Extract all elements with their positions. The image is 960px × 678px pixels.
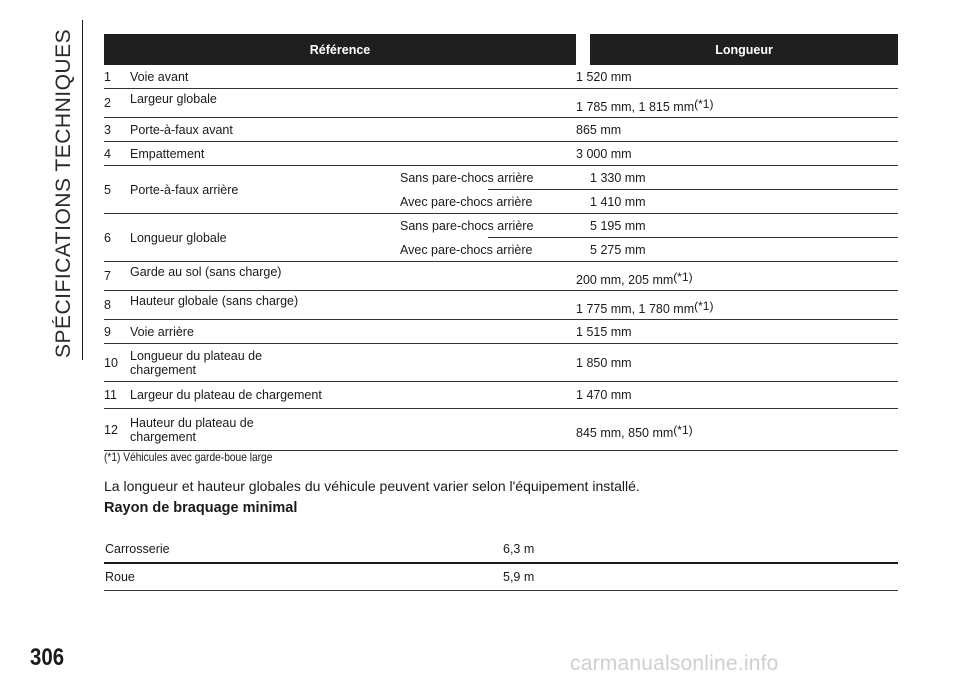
row-sub-label: Avec pare-chocs arrière (400, 190, 502, 214)
row-number: 7 (104, 262, 130, 291)
row-label-text: Longueur du plateau de chargement (130, 348, 263, 377)
row-value-text: 865 mm (576, 122, 622, 137)
row-label: Voie avant (130, 65, 576, 89)
row-label (130, 409, 576, 451)
row-value (576, 382, 898, 409)
row-value (576, 262, 898, 291)
row-value-text: 1 515 mm (576, 324, 632, 339)
row-value (576, 320, 898, 344)
row-label: Largeur globale (130, 89, 576, 118)
row-value-text: 1 785 mm, 1 815 mm (576, 100, 695, 114)
table-row (104, 536, 898, 563)
row-label: Voie arrière (130, 320, 576, 344)
row-number: 6 (104, 214, 130, 262)
row-value (576, 118, 898, 142)
table-row (104, 409, 898, 451)
row-label: Garde au sol (sans charge) (130, 262, 576, 291)
table-row (104, 344, 898, 382)
radius-value: 5,9 m (502, 563, 898, 591)
radius-label: Carrosserie (104, 536, 502, 563)
row-sub-label: Sans pare-chocs arrière (400, 214, 502, 238)
row-value-text: 3 000 mm (576, 146, 632, 161)
row-value-text: 200 mm, 205 mm (576, 273, 674, 287)
table-row (104, 563, 898, 591)
table-row (104, 166, 898, 190)
row-value: 5 195 mm (590, 214, 898, 238)
table-header-row (104, 34, 898, 65)
row-label: Empattement (130, 142, 576, 166)
row-label (130, 344, 576, 382)
header-gap (576, 34, 590, 65)
turning-radius-table (104, 536, 898, 591)
page-number: 306 (30, 644, 65, 671)
table-row (104, 291, 898, 320)
watermark: carmanualsonline.info (570, 652, 779, 675)
row-number: 8 (104, 291, 130, 320)
row-value-text: 1 520 mm (576, 69, 632, 84)
row-value-text: 1 775 mm, 1 780 mm (576, 302, 695, 316)
section-divider (82, 20, 83, 360)
table-row (104, 320, 898, 344)
table-row (104, 214, 898, 238)
row-number: 3 (104, 118, 130, 142)
footnote-mark: (*1) (694, 299, 714, 313)
row-label: Hauteur globale (sans charge) (130, 291, 576, 320)
header-reference: Référence (104, 34, 576, 65)
footnote-mark: (*1) (673, 270, 693, 284)
row-number: 1 (104, 65, 130, 89)
row-number: 12 (104, 409, 130, 451)
radius-value: 6,3 m (502, 536, 898, 563)
table-row (104, 382, 898, 409)
row-value (576, 89, 898, 118)
table-row (104, 65, 898, 89)
row-value (576, 142, 898, 166)
row-value-text: 845 mm, 850 mm (576, 426, 674, 440)
row-value-text: 1 470 mm (576, 388, 632, 402)
note-paragraph: La longueur et hauteur globales du véhicule peuvent varier selon l'équipement installé. (104, 478, 640, 494)
header-length: Longueur (590, 34, 898, 65)
row-number: 2 (104, 89, 130, 118)
row-label-text: Hauteur du plateau de chargement (130, 415, 254, 444)
radius-label: Roue (104, 563, 502, 591)
row-sub-label: Sans pare-chocs arrière (400, 166, 502, 190)
turning-radius-title: Rayon de braquage minimal (104, 500, 298, 516)
row-value-text: 1 850 mm (576, 355, 632, 370)
row-number: 4 (104, 142, 130, 166)
table-row (104, 142, 898, 166)
footnote-mark: (*1) (694, 97, 714, 111)
row-value: 1 330 mm (590, 166, 898, 190)
row-value (576, 409, 898, 451)
row-label: Porte-à-faux arrière (130, 166, 488, 214)
row-value (576, 65, 898, 89)
table-row (104, 118, 898, 142)
section-title-vertical: SPÉCIFICATIONS TECHNIQUES (52, 28, 75, 358)
row-label: Porte-à-faux avant (130, 118, 576, 142)
row-sub-label: Avec pare-chocs arrière (400, 238, 502, 262)
row-value (576, 291, 898, 320)
row-label: Longueur globale (130, 214, 488, 262)
dimensions-table (104, 34, 898, 451)
row-value: 1 410 mm (590, 190, 898, 214)
row-number: 10 (104, 344, 130, 382)
table-row (104, 89, 898, 118)
footnote-mark: (*1) (673, 423, 693, 437)
table-footnote: (*1) Véhicules avec garde-boue large (104, 450, 273, 464)
row-number: 11 (104, 382, 130, 409)
row-number: 5 (104, 166, 130, 214)
row-label: Largeur du plateau de chargement (130, 382, 576, 409)
row-value (576, 344, 898, 382)
row-value: 5 275 mm (590, 238, 898, 262)
row-number: 9 (104, 320, 130, 344)
table-row (104, 262, 898, 291)
